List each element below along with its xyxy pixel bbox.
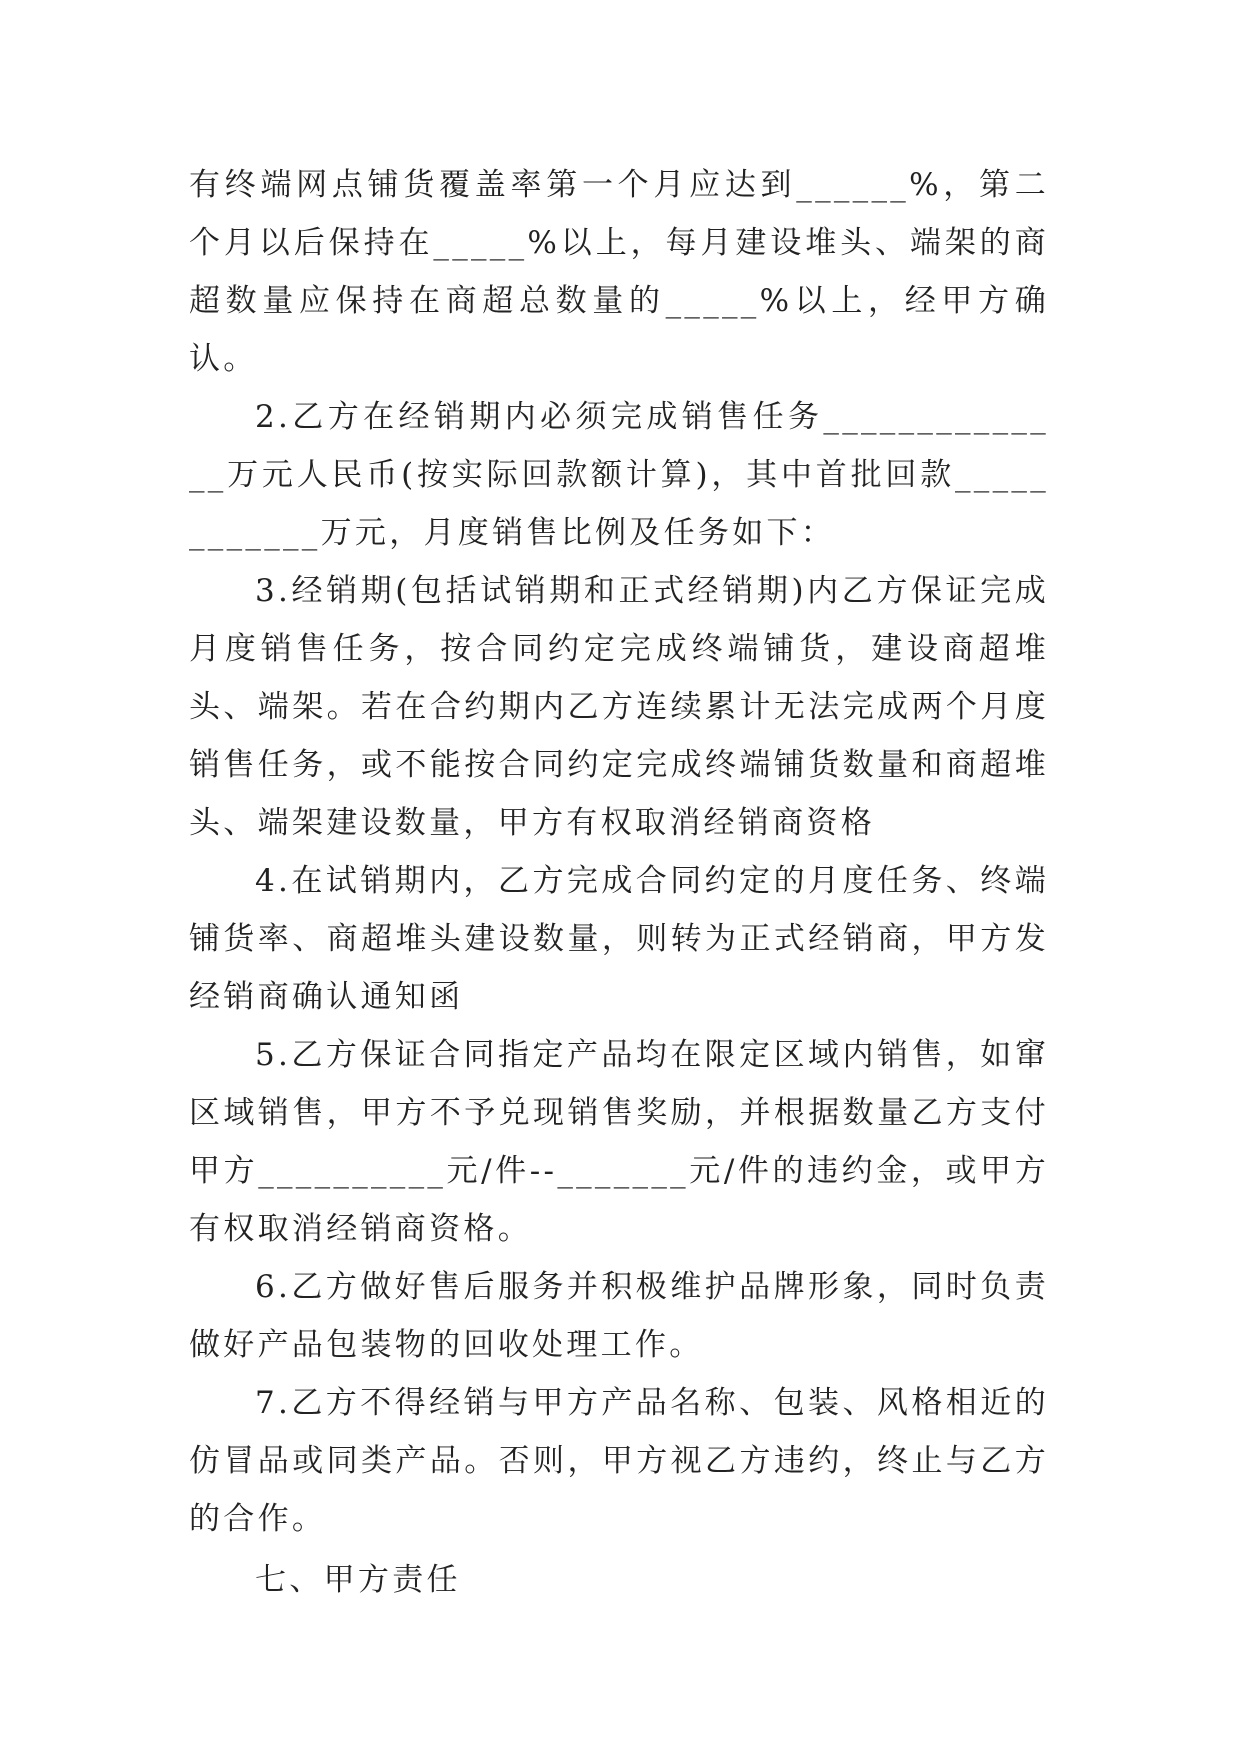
document-body bbox=[189, 156, 1049, 1609]
section-heading-party-a-responsibility: 七、甲方责任 bbox=[255, 1562, 461, 1598]
paragraph-coverage-continuation: 有终端网点铺货覆盖率第一个月应达到______%，第二个月以后保持在_____%以上，每月建设堆头、端架的商超数量应保持在商超总数量的_____%以上，经甲方确认。 bbox=[189, 167, 1049, 377]
paragraph-clause-5: 5.乙方保证合同指定产品均在限定区域内销售，如窜区域销售，甲方不予兑现销售奖励，并根据数量乙方支付甲方__________元/件--_______元/件的违约金，或甲方有权取消经销商资格。 bbox=[189, 1037, 1049, 1247]
paragraph-clause-7: 7.乙方不得经销与甲方产品名称、包装、风格相近的仿冒品或同类产品。否则，甲方视乙方违约，终止与乙方的合作。 bbox=[189, 1385, 1049, 1537]
paragraph-clause-2: 2.乙方在经销期内必须完成销售任务______________万元人民币(按实际回款额计算)，其中首批回款____________万元，月度销售比例及任务如下： bbox=[189, 399, 1049, 551]
paragraph-clause-3: 3.经销期(包括试销期和正式经销期)内乙方保证完成月度销售任务，按合同约定完成终端铺货，建设商超堆头、端架。若在合约期内乙方连续累计无法完成两个月度销售任务，或不能按合同约定完成终端铺货数量和商超堆头、端架建设数量，甲方有权取消经销商资格 bbox=[189, 573, 1049, 841]
paragraph-clause-6: 6.乙方做好售后服务并积极维护品牌形象，同时负责做好产品包装物的回收处理工作。 bbox=[189, 1269, 1049, 1363]
paragraph-clause-4: 4.在试销期内，乙方完成合同约定的月度任务、终端铺货率、商超堆头建设数量，则转为正式经销商，甲方发经销商确认通知函 bbox=[189, 863, 1049, 1015]
